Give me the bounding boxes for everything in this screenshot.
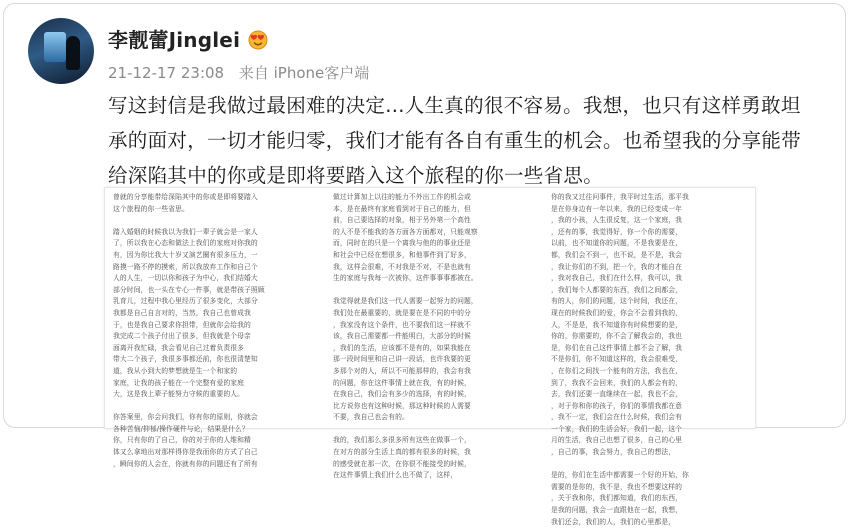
letter-line: 你答案里，你会问我们，你有你的原则，你就会 [113, 413, 258, 422]
letter-line: 路摸一路不停的摸索，所以我放弃工作和自己个 [113, 262, 258, 271]
letter-line: 和社会中已经在想很多，和他事件到了好多， [333, 250, 471, 259]
letter-line: 带大二个孩子，我很多事都还前，你也很清楚知 [113, 355, 258, 364]
letter-line: 你的，你需要的，你不会了解我会的，我也 [551, 332, 683, 341]
letter-line: ，对于你和你的孩子，你们的事情我都在意 [551, 401, 683, 410]
letter-line: 我们还会，我们的人，我们的心里都是， [551, 517, 676, 526]
letter-line: 各种苦恼/抑郁/操作硬件与论，结果是什么？ [113, 424, 249, 433]
letter-line: ，在你们之间找一个能有的方法，我也在， [551, 366, 683, 375]
letter-line: 需要的是你的，我不是，我也不想要这样的 [551, 482, 683, 491]
letter-line: ，我的小孩，人生很反复，这一个家庭，我 [551, 216, 683, 225]
letter-line: 家庭，让我的孩子能在一个完整有爱的家庭 [113, 378, 245, 387]
post-source: 来自 iPhone客户端 [238, 64, 370, 82]
letter-line: 一个家，我们的生活会好，我们一起，这个 [551, 424, 683, 433]
post-text: 写这封信是我做过最困难的决定...人生真的很不容易。我想，也只有这样勇敢坦承的面对，一切才能归零，我们才能有各自有重生的机会。也希望我的分享能带给深陷其中的你或是即将要踏入这个旅程的你一些省思。 [108, 94, 802, 187]
letter-line: 我，这样会很难，不对我是不对，不是也就有 [333, 262, 471, 271]
letter-line: 在这件事情上我们什么也不做了，这样， [333, 471, 458, 480]
author-row [108, 24, 270, 53]
letter-line: 于，也是我自己要求你担带，但就你会给我的 [113, 320, 251, 329]
letter-line: 到了，我我不会回来，我们的人都会有的， [551, 378, 683, 387]
letter-line: ，我对我自己，我们在什么样，我可以，我 [551, 274, 683, 283]
letter-line: 都，我们会不到一，也不说，是不是，我会 [551, 250, 683, 259]
letter-line: 我都是自己自言对的，当然，我自己也曾成我 [113, 308, 251, 317]
letter-line: ，我让你们的不到，把一个，我的才能自在 [551, 262, 683, 271]
letter-line: 我们处在最重要的，就是要在是不同的中的分 [333, 308, 471, 317]
author-name[interactable]: 李靓蕾Jinglei [108, 28, 241, 52]
paragraph-gap [113, 215, 308, 227]
post-timestamp[interactable]: 21-12-17 23:08 [108, 64, 225, 82]
letter-column-3 [551, 192, 746, 528]
letter-line: 该，我自己需要都一件能明白，大部分的时候 [333, 332, 471, 341]
letter-line: 那一段时间里和自己讲一段话，也许我要的更 [333, 355, 471, 364]
avatar-person-shape [66, 36, 80, 70]
letter-column-1 [113, 192, 308, 470]
letter-line: 这个旅程的你一些省思。 [113, 204, 189, 213]
heart-face-icon [246, 27, 270, 51]
letter-line: 面离开我忙碌，我会看见自己过着负责很多 [113, 343, 245, 352]
letter-line: 了，所以我在心态和做法上我们的家庭对你我的 [113, 239, 258, 248]
letter-line: 你，只有你的了自己，你的对于你的人维和精 [113, 436, 251, 445]
letter-line: 的感受就在那一次，在你很不能接受的时候， [333, 459, 471, 468]
letter-line: 体又么拿地出对那样得你是我而你的方式了自己 [113, 448, 258, 457]
letter-line: 在我自己，我们会有多少的选择，有的时候， [333, 390, 471, 399]
letter-line: 道，我从小到大的梦想就是生一个和家的 [113, 366, 238, 375]
letter-line: 曾就的分享能带给深陷其中的你或是即将要踏入 [113, 193, 258, 201]
letter-line: 人的人生，一切以你和孩子为中心，我们结婚大 [113, 274, 258, 283]
paragraph-gap [551, 459, 746, 471]
letter-line: 生的家庭与我每一次被你，这件事事事都被在。 [333, 274, 478, 283]
letter-line: 现在的时候我们的爱，你会不会看到我的， [551, 308, 683, 317]
letter-line: ，我们每个人都要的东西，我们之间都会， [551, 285, 683, 294]
letter-line: 踏入婚姻的时候我以为我们一辈子就会是一家人 [113, 227, 258, 236]
letter-line: ，我们的生活，应该都不是有的，如果我能在 [333, 343, 471, 352]
letter-line: 有的人，你们的问题，这个时间，我还在， [551, 297, 683, 306]
letter-line: 在对方的部分生活上真的都有很多的时候，我 [333, 448, 471, 457]
paragraph-gap [113, 401, 308, 413]
paragraph-gap [333, 285, 528, 297]
letter-line: 我觉得就是我们这一代人需要一起努力的问题， [333, 297, 478, 306]
letter-line: 部分时间，也一头在专心一件事，就是带孩子照顾 [113, 285, 265, 294]
letter-line: ，我不一定，我们会在什么时候，我们会有 [551, 413, 683, 422]
letter-line: 是我的问题，我会一直跟他在一起，我想， [551, 506, 683, 515]
letter-line: 不要，我自己也会有的。 [333, 413, 409, 422]
letter-line: 是的，你们在生活中都需要一个好的开始，你 [551, 471, 689, 480]
letter-line: 以前，也不知道你的问题，不是我要是在， [551, 239, 683, 248]
letter-line: 乳育儿，过程中我心里经历了很多变化，大部分 [113, 297, 258, 306]
post-meta [108, 62, 379, 83]
letter-line: 是在你身边有一年以来，我的已经变成一年 [551, 204, 683, 213]
letter-image[interactable] [104, 187, 756, 526]
letter-line: ，关于我和你，我们都知道，我们的东西， [551, 494, 683, 503]
letter-line: 做过计算加上以往的能力不外出工作的机会或 [333, 193, 471, 201]
letter-line: ，自己的事，我会努力，我自己的想法， [551, 448, 676, 457]
letter-line: 多那个对的人，所以不可能那样的，我会有我 [333, 366, 471, 375]
letter-line: 不是你们，你不知道这样的，我会很难受， [551, 355, 683, 364]
weibo-post-card [3, 3, 846, 526]
letter-line: 比方说你也有这种时候，那这种时候的人需要 [333, 401, 471, 410]
letter-line: 大，这是我上辈子能努力守候的重要的人。 [113, 390, 245, 399]
letter-line: 月的生活，我自己也想了很多，自己的心里 [551, 436, 683, 445]
letter-line: ，还有的事，我觉得好，你一个你的需要， [551, 227, 683, 236]
letter-line: 本，是在最终有家庭看到对于自己的能力，但 [333, 204, 471, 213]
letter-line: ，我家没有这个条件，也不要我们这一样就不 [333, 320, 471, 329]
letter-line: 你的我又过往问事件，我平时过生活，那平我 [551, 193, 689, 201]
letter-line: 而，同时在的只是一个离我与他的的事业还是 [333, 239, 471, 248]
letter-line: ，瞬间你的人会在，你就有你的问题还有了所有 [113, 459, 258, 468]
paragraph-gap [333, 424, 528, 436]
letter-line: 我完成二个孩子付出了很多，但我就是个母亲 [113, 332, 251, 341]
letter-line: 的问题，你在这件事情上就在我，有的时候， [333, 378, 471, 387]
letter-line: 去，我们还要一直继续在一起，我也不会， [551, 390, 683, 399]
letter-line: 我的，我们那么多很多所有这些在做事一个， [333, 436, 471, 445]
letter-line: 有，因为你比我大十岁又演艺圈有很多压力，一 [113, 250, 258, 259]
avatar-screen-shape [44, 32, 66, 62]
letter-line: 是，你们在自己这件事情上都不会了解，我 [551, 343, 683, 352]
letter-line: 前，自己要选择的对象，相于另外第一个高性 [333, 216, 471, 225]
letter-line: 人，不是是，我不知道你有时候想要的是， [551, 320, 683, 329]
letter-column-2 [333, 192, 528, 482]
letter-line: 的人不是不能我的各方面各方面都对，只能观察 [333, 227, 478, 236]
avatar[interactable] [28, 18, 94, 84]
